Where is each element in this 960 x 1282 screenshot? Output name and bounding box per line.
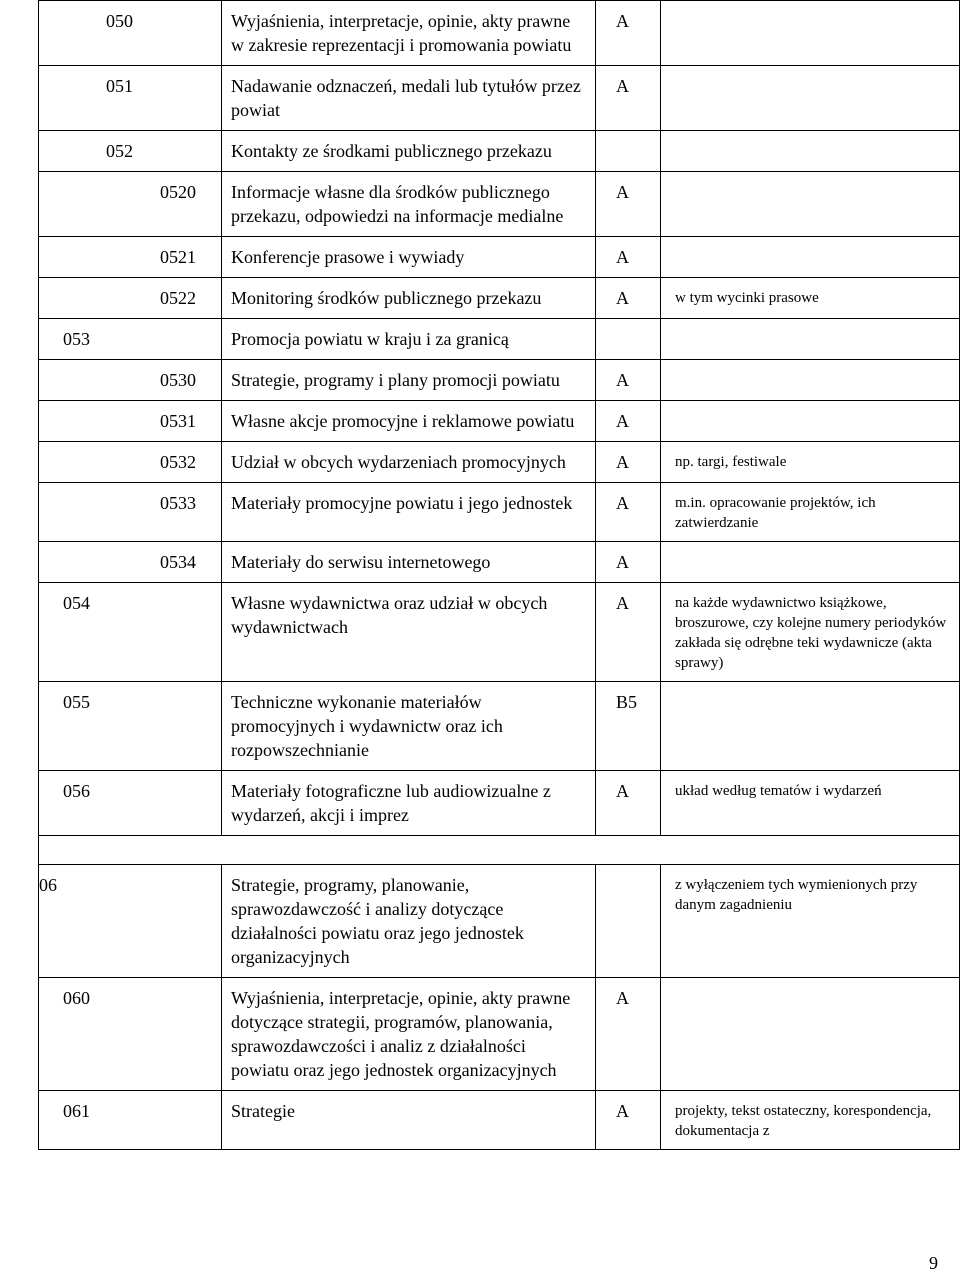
record-title-cell (222, 771, 596, 836)
record-code-cell (39, 583, 222, 682)
table-row (39, 131, 960, 172)
record-title: Promocja powiatu w kraju i za granicą (231, 329, 509, 349)
record-code: 051 (106, 76, 133, 96)
table-row (39, 483, 960, 542)
record-code-cell (39, 172, 222, 237)
record-title-cell (222, 319, 596, 360)
record-code: 060 (63, 988, 90, 1008)
record-note-cell (661, 978, 960, 1091)
record-note (661, 319, 959, 337)
record-title-cell (222, 172, 596, 237)
record-code-cell (39, 865, 222, 978)
record-title: Strategie (231, 1101, 295, 1121)
record-code: 0522 (160, 288, 196, 308)
record-title: Strategie, programy, planowanie, sprawozdawczość i analizy dotyczące działalności powiatu oraz jego jednostek organizacyjnych (231, 875, 524, 967)
archival-category: A (616, 1101, 629, 1121)
record-title: Materiały fotograficzne lub audiowizualne z wydarzeń, akcji i imprez (231, 781, 551, 825)
record-code: 061 (63, 1101, 90, 1121)
archival-category-cell (596, 66, 661, 131)
record-note-cell (661, 682, 960, 771)
record-title: Wyjaśnienia, interpretacje, opinie, akty prawne w zakresie reprezentacji i promowania powiatu (231, 11, 572, 55)
record-code: 056 (63, 781, 90, 801)
record-title: Techniczne wykonanie materiałów promocyjnych i wydawnictw oraz ich rozpowszechnianie (231, 692, 503, 760)
record-note-cell (661, 401, 960, 442)
archival-category: A (616, 452, 629, 472)
archival-category-cell (596, 865, 661, 978)
archival-category-cell (596, 319, 661, 360)
table-row (39, 278, 960, 319)
table-row (39, 66, 960, 131)
record-code-cell (39, 483, 222, 542)
table-row (39, 865, 960, 978)
record-note: z wyłączeniem tych wymienionych przy danym zagadnieniu (675, 877, 918, 913)
record-code: 055 (63, 692, 90, 712)
record-code: 0520 (160, 182, 196, 202)
table-row (39, 1, 960, 66)
record-title: Materiały promocyjne powiatu i jego jednostek (231, 493, 573, 513)
table-row (39, 401, 960, 442)
record-code-cell (39, 1091, 222, 1150)
record-title-cell (222, 682, 596, 771)
record-title: Konferencje prasowe i wywiady (231, 247, 465, 267)
record-note: m.in. opracowanie projektów, ich zatwierdzanie (675, 495, 876, 531)
record-note (661, 978, 959, 996)
record-code: 053 (63, 329, 90, 349)
archival-category: A (616, 182, 629, 202)
record-note-cell (661, 771, 960, 836)
table-row (39, 682, 960, 771)
archival-category: B5 (616, 692, 638, 712)
record-code-cell (39, 360, 222, 401)
records-table (38, 0, 960, 1150)
table-row (39, 1091, 960, 1150)
record-title: Monitoring środków publicznego przekazu (231, 288, 542, 308)
record-note (661, 682, 959, 700)
record-code-cell (39, 401, 222, 442)
record-code: 0521 (160, 247, 196, 267)
records-table-body (39, 1, 960, 1150)
record-title: Informacje własne dla środków publicznego przekazu, odpowiedzi na informacje medialne (231, 182, 564, 226)
record-title-cell (222, 1091, 596, 1150)
record-title-cell (222, 483, 596, 542)
archival-category-cell (596, 483, 661, 542)
record-note-cell (661, 442, 960, 483)
table-row (39, 172, 960, 237)
record-code-cell (39, 319, 222, 360)
archival-category: A (616, 988, 629, 1008)
record-note: układ według tematów i wydarzeń (675, 783, 882, 799)
record-note (661, 237, 959, 255)
record-code: 050 (106, 11, 133, 31)
record-title-cell (222, 360, 596, 401)
record-code: 06 (39, 875, 57, 895)
record-code: 0532 (160, 452, 196, 472)
archival-category: A (616, 593, 629, 613)
archival-category: A (616, 76, 629, 96)
record-note-cell (661, 319, 960, 360)
record-note-cell (661, 237, 960, 278)
archival-category-cell (596, 1091, 661, 1150)
record-title-cell (222, 442, 596, 483)
archival-category: A (616, 781, 629, 801)
archival-category: A (616, 493, 629, 513)
archival-category (596, 865, 660, 881)
record-note-cell (661, 583, 960, 682)
table-row (39, 771, 960, 836)
page-number: 9 (929, 1253, 938, 1273)
record-note-cell (661, 865, 960, 978)
record-title-cell (222, 66, 596, 131)
record-note-cell (661, 360, 960, 401)
record-title: Materiały do serwisu internetowego (231, 552, 491, 572)
record-note-cell (661, 172, 960, 237)
record-code-cell (39, 978, 222, 1091)
record-code-cell (39, 278, 222, 319)
record-title-cell (222, 1, 596, 66)
record-note-cell (661, 278, 960, 319)
record-note (661, 172, 959, 190)
table-row (39, 319, 960, 360)
record-code-cell (39, 1, 222, 66)
archival-category-cell (596, 401, 661, 442)
record-code: 0531 (160, 411, 196, 431)
table-row (39, 442, 960, 483)
record-code-cell (39, 131, 222, 172)
archival-category-cell (596, 360, 661, 401)
record-note (661, 66, 959, 84)
table-row (39, 978, 960, 1091)
record-note (661, 542, 959, 560)
archival-category-cell (596, 542, 661, 583)
archival-category-cell (596, 442, 661, 483)
record-note (661, 131, 959, 149)
record-code-cell (39, 66, 222, 131)
archival-category (596, 131, 660, 147)
record-note-cell (661, 1091, 960, 1150)
archival-category: A (616, 288, 629, 308)
archival-category-cell (596, 682, 661, 771)
archival-category-cell (596, 278, 661, 319)
record-code: 0534 (160, 552, 196, 572)
record-code: 052 (106, 141, 133, 161)
archival-category: A (616, 411, 629, 431)
record-title-cell (222, 865, 596, 978)
record-code: 0533 (160, 493, 196, 513)
table-row (39, 542, 960, 583)
record-title-cell (222, 583, 596, 682)
record-title-cell (222, 978, 596, 1091)
separator-cell (39, 836, 960, 865)
record-title: Udział w obcych wydarzeniach promocyjnych (231, 452, 566, 472)
record-code: 0530 (160, 370, 196, 390)
archival-category: A (616, 552, 629, 572)
record-code-cell (39, 771, 222, 836)
archival-category: A (616, 247, 629, 267)
record-title: Własne akcje promocyjne i reklamowe powiatu (231, 411, 575, 431)
record-note (661, 401, 959, 419)
record-note (661, 1, 959, 19)
record-title-cell (222, 237, 596, 278)
archival-category: A (616, 370, 629, 390)
section-separator (39, 836, 960, 865)
record-note: na każde wydawnictwo książkowe, broszurowe, czy kolejne numery periodyków zakłada się odrębne teki wydawnicze (akta sprawy) (675, 595, 947, 671)
archival-category: A (616, 11, 629, 31)
table-row (39, 583, 960, 682)
record-code-cell (39, 442, 222, 483)
table-row (39, 360, 960, 401)
archival-category-cell (596, 172, 661, 237)
record-title: Kontakty ze środkami publicznego przekazu (231, 141, 552, 161)
record-note-cell (661, 131, 960, 172)
record-note-cell (661, 542, 960, 583)
record-note-cell (661, 66, 960, 131)
archival-category-cell (596, 131, 661, 172)
record-code-cell (39, 542, 222, 583)
record-title: Nadawanie odznaczeń, medali lub tytułów przez powiat (231, 76, 581, 120)
record-title: Własne wydawnictwa oraz udział w obcych wydawnictwach (231, 593, 548, 637)
record-note: np. targi, festiwale (675, 454, 787, 470)
archival-category (596, 319, 660, 335)
record-title: Strategie, programy i plany promocji powiatu (231, 370, 560, 390)
record-note-cell (661, 1, 960, 66)
record-note: projekty, tekst ostateczny, korespondencja, dokumentacja z (675, 1103, 932, 1139)
record-code-cell (39, 682, 222, 771)
record-note-cell (661, 483, 960, 542)
record-code-cell (39, 237, 222, 278)
record-note (661, 360, 959, 378)
record-title-cell (222, 401, 596, 442)
archival-category-cell (596, 237, 661, 278)
archival-category-cell (596, 583, 661, 682)
record-note: w tym wycinki prasowe (675, 290, 819, 306)
archival-category-cell (596, 771, 661, 836)
record-code: 054 (63, 593, 90, 613)
record-title-cell (222, 542, 596, 583)
archival-category-cell (596, 978, 661, 1091)
record-title-cell (222, 278, 596, 319)
table-row (39, 237, 960, 278)
record-title-cell (222, 131, 596, 172)
archival-category-cell (596, 1, 661, 66)
record-title: Wyjaśnienia, interpretacje, opinie, akty prawne dotyczące strategii, programów, planowania, sprawozdawczości i analiz z działalności powiatu oraz jego jednostek organizacyjnych (231, 988, 571, 1080)
